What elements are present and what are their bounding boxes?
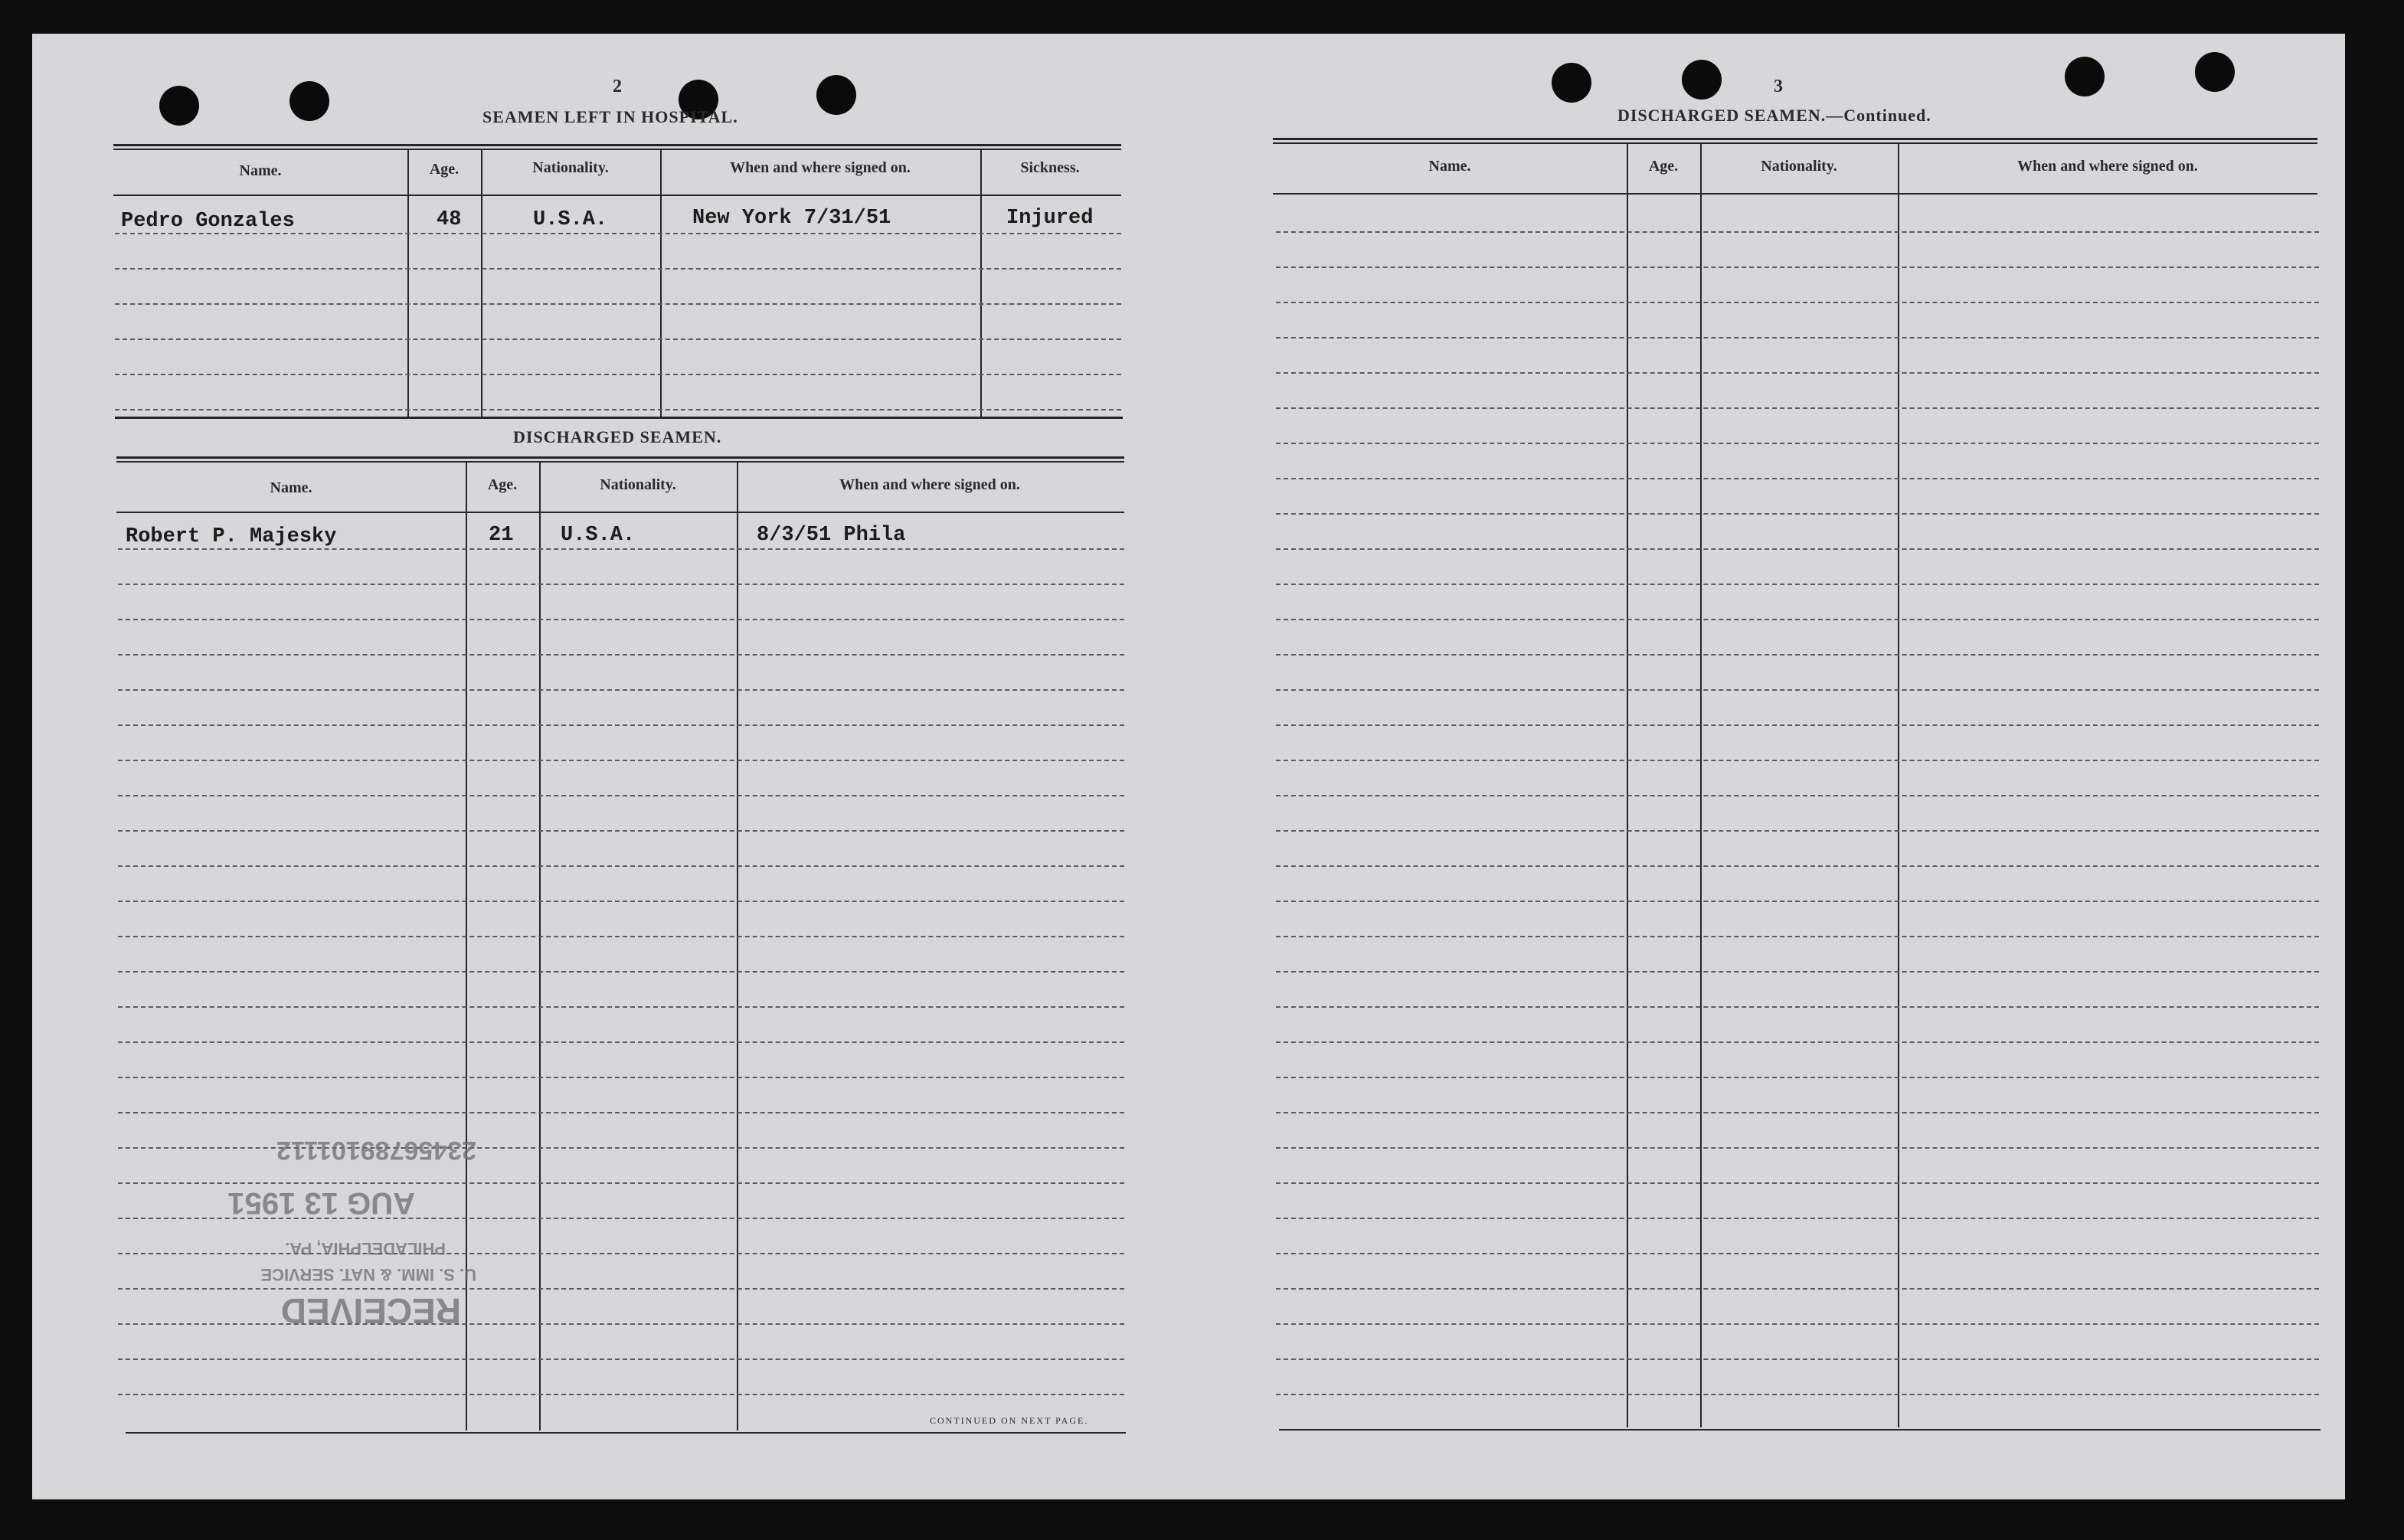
punch-hole bbox=[2195, 52, 2235, 92]
column-header-name: Name. bbox=[1428, 158, 1471, 175]
column-header-age: Age. bbox=[429, 161, 460, 178]
column-header-nationality: Nationality. bbox=[1761, 158, 1837, 175]
ruled-line bbox=[1276, 901, 2319, 902]
ruled-line bbox=[118, 901, 1124, 902]
table-row-nationality: U.S.A. bbox=[533, 208, 608, 231]
ruled-line bbox=[1276, 1288, 2319, 1290]
ruled-line bbox=[1276, 337, 2319, 338]
table-row-age: 21 bbox=[489, 524, 514, 547]
ruled-line bbox=[118, 760, 1124, 761]
ruled-line bbox=[118, 1394, 1124, 1395]
ruled-line bbox=[118, 1041, 1124, 1043]
table-row-signed-on: 8/3/51 Phila bbox=[757, 524, 906, 547]
column-header-nationality: Nationality. bbox=[532, 159, 609, 176]
punch-hole bbox=[2065, 57, 2105, 96]
continued-footer: CONTINUED ON NEXT PAGE. bbox=[930, 1415, 1089, 1426]
column-header-age: Age. bbox=[487, 476, 518, 493]
ruled-line bbox=[118, 971, 1124, 973]
hospital-section-title: SEAMEN LEFT IN HOSPITAL. bbox=[482, 107, 738, 126]
ruled-line bbox=[118, 795, 1124, 796]
punch-hole bbox=[1552, 63, 1591, 103]
ruled-line bbox=[1276, 760, 2319, 761]
ruled-line bbox=[1276, 865, 2319, 867]
received-stamp: RECEIVED U. S. IMM. & NAT. SERVICE PHILADELPHIA, PA. AUG 13 1951 23456789101112 bbox=[227, 1136, 476, 1331]
ruled-line bbox=[118, 548, 1124, 550]
table-row-name: Robert P. Majesky bbox=[126, 525, 337, 548]
ruled-line bbox=[1276, 1323, 2319, 1325]
ruled-line bbox=[1276, 1218, 2319, 1219]
page-number: 3 bbox=[1774, 77, 1783, 96]
ruled-line bbox=[1276, 1253, 2319, 1254]
column-header-nationality: Nationality. bbox=[600, 476, 676, 493]
punch-hole bbox=[159, 86, 199, 126]
ruled-line bbox=[118, 689, 1124, 691]
ruled-line bbox=[1276, 830, 2319, 832]
ruled-line bbox=[1276, 443, 2319, 444]
ruled-line bbox=[1276, 231, 2319, 233]
ruled-line bbox=[1276, 513, 2319, 515]
ruled-line bbox=[118, 1006, 1124, 1008]
ruled-line bbox=[1276, 936, 2319, 937]
ruled-line bbox=[1276, 795, 2319, 796]
ruled-line bbox=[1276, 584, 2319, 585]
ruled-line bbox=[1276, 302, 2319, 303]
ruled-line bbox=[1276, 1359, 2319, 1360]
table-row-sickness: Injured bbox=[1006, 207, 1094, 230]
table-row-age: 48 bbox=[437, 208, 462, 231]
discharged-continued-title: DISCHARGED SEAMEN.—Continued. bbox=[1617, 106, 1931, 125]
ruled-line bbox=[118, 936, 1124, 937]
page-number: 2 bbox=[613, 77, 622, 96]
manifest-sheet bbox=[32, 34, 2345, 1499]
ruled-line bbox=[1276, 1006, 2319, 1008]
ruled-line bbox=[1276, 1077, 2319, 1078]
ruled-line bbox=[1276, 266, 2319, 268]
column-header-sickness: Sickness. bbox=[1020, 159, 1080, 176]
ruled-line bbox=[1276, 1182, 2319, 1184]
ruled-line bbox=[1276, 372, 2319, 374]
column-header-name: Name. bbox=[239, 162, 282, 179]
table-row-signed-on: New York 7/31/51 bbox=[692, 207, 891, 230]
ruled-line bbox=[118, 584, 1124, 585]
ruled-line bbox=[1276, 619, 2319, 620]
ruled-line bbox=[1276, 724, 2319, 726]
ruled-line bbox=[118, 654, 1124, 656]
ruled-line bbox=[1276, 478, 2319, 479]
ruled-line bbox=[118, 1077, 1124, 1078]
ruled-line bbox=[118, 830, 1124, 832]
ruled-line bbox=[1276, 1112, 2319, 1113]
table-row-nationality: U.S.A. bbox=[561, 524, 636, 547]
ruled-line bbox=[1276, 407, 2319, 409]
ruled-line bbox=[118, 724, 1124, 726]
punch-hole bbox=[816, 75, 856, 115]
table-row-name: Pedro Gonzales bbox=[121, 210, 295, 233]
column-header-age: Age. bbox=[1648, 158, 1679, 175]
column-header-signed-on: When and where signed on. bbox=[730, 159, 911, 176]
punch-hole bbox=[1682, 60, 1722, 100]
discharged-section-title: DISCHARGED SEAMEN. bbox=[513, 427, 722, 446]
ruled-line bbox=[1276, 689, 2319, 691]
ruled-line bbox=[118, 1359, 1124, 1360]
ruled-line bbox=[1276, 548, 2319, 550]
ruled-line bbox=[118, 619, 1124, 620]
column-header-signed-on: When and where signed on. bbox=[2017, 158, 2198, 175]
ruled-line bbox=[1276, 1147, 2319, 1149]
ruled-line bbox=[118, 865, 1124, 867]
punch-hole bbox=[289, 81, 329, 121]
ruled-line bbox=[1276, 1394, 2319, 1395]
ruled-line bbox=[1276, 971, 2319, 973]
column-header-signed-on: When and where signed on. bbox=[839, 476, 1020, 493]
ruled-line bbox=[1276, 1041, 2319, 1043]
ruled-line bbox=[1276, 654, 2319, 656]
column-header-name: Name. bbox=[270, 479, 312, 496]
